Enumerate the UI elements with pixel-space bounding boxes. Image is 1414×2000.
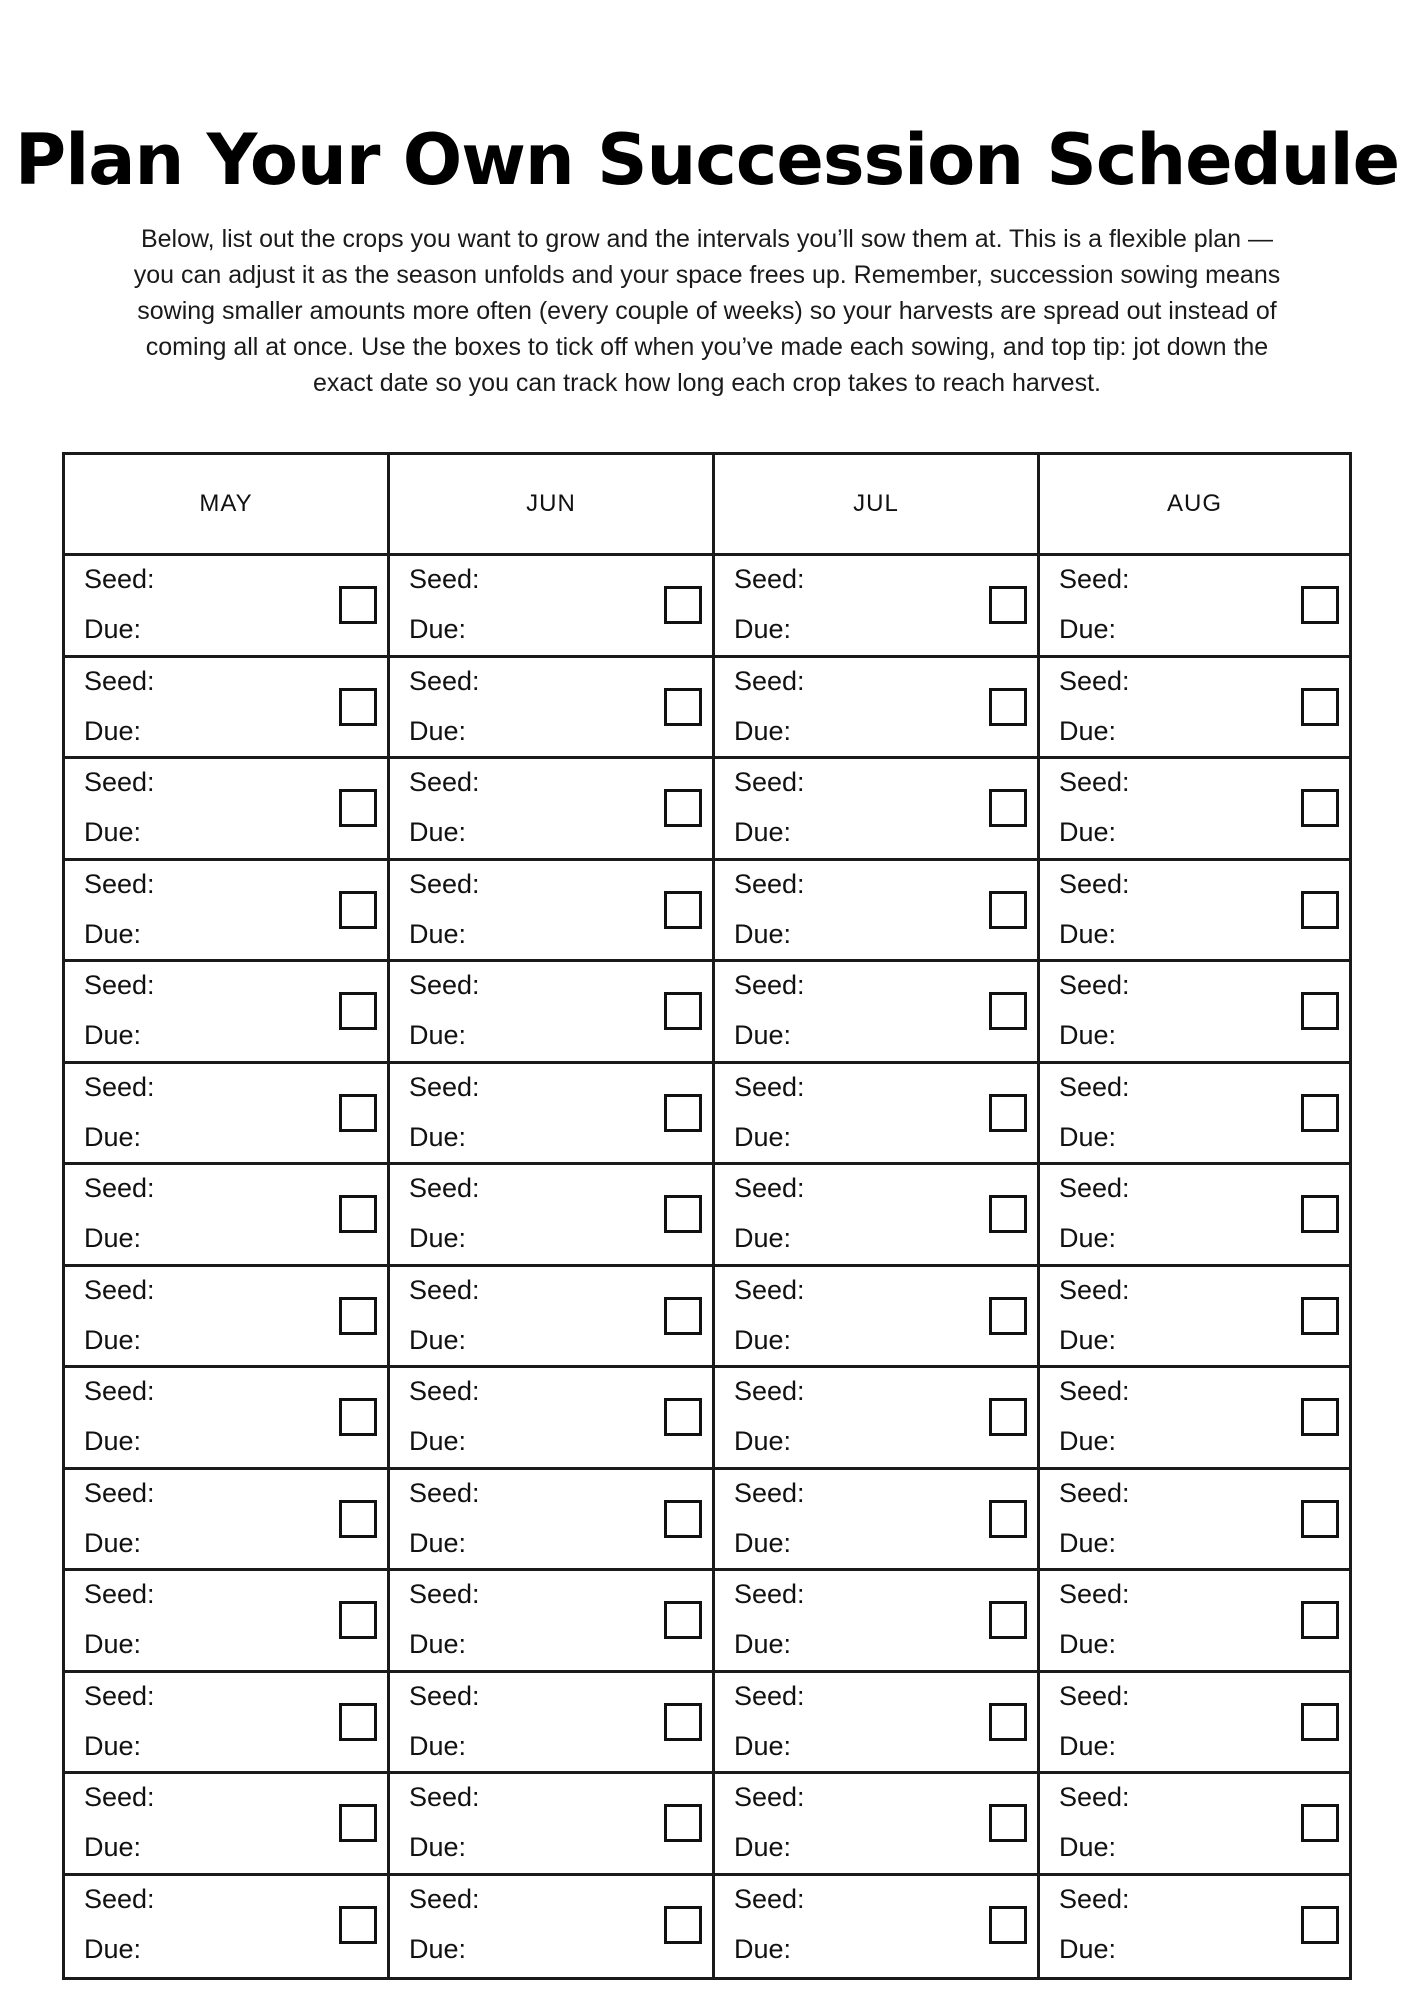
checkbox-icon[interactable] (664, 789, 702, 827)
seed-label: Seed: (84, 1883, 155, 1914)
due-label: Due: (1059, 715, 1117, 746)
seed-label: Seed: (1059, 1883, 1130, 1914)
due-label: Due: (734, 918, 792, 949)
due-label: Due: (734, 817, 792, 847)
sowing-cell (715, 658, 1040, 760)
sowing-cell (1040, 1368, 1349, 1470)
due-label: Due: (84, 715, 142, 746)
seed-label: Seed: (409, 1274, 480, 1305)
checkbox-icon[interactable] (339, 891, 377, 929)
due-label: Due: (734, 1629, 792, 1659)
sowing-cell (715, 1673, 1040, 1775)
seed-label: Seed: (409, 1173, 480, 1203)
sowing-cell (715, 1267, 1040, 1369)
sowing-cell (65, 658, 390, 760)
checkbox-icon[interactable] (1301, 1195, 1339, 1233)
seed-label: Seed: (734, 970, 805, 1000)
checkbox-icon[interactable] (989, 1195, 1027, 1233)
checkbox-icon[interactable] (664, 586, 702, 624)
sowing-cell (715, 861, 1040, 963)
intro-paragraph: Below, list out the crops you want to grow and the intervals you’ll sow them at. This is a flexible plan — you can adjust it as the season unfolds and your space frees up. Remember, succession sowing means sowing smaller amounts more often (every couple of weeks) so your harvests are spread out instead of coming all at once. Use the boxes to tick off when you’ve made each sowing, and top tip: jot down the exact date so you can track how long each crop takes to reach harvest. (133, 225, 1281, 397)
checkbox-icon[interactable] (664, 1500, 702, 1538)
due-label: Due: (84, 1629, 142, 1659)
due-label: Due: (1059, 1121, 1117, 1152)
sowing-cell (1040, 556, 1349, 658)
seed-label: Seed: (84, 564, 155, 594)
sowing-cell (1040, 658, 1349, 760)
seed-label: Seed: (409, 970, 480, 1000)
checkbox-icon[interactable] (1301, 1094, 1339, 1132)
due-label: Due: (409, 1020, 467, 1050)
due-label: Due: (84, 1730, 142, 1761)
month-header-jul: JUL (715, 455, 1040, 556)
seed-label: Seed: (84, 1782, 155, 1812)
due-label: Due: (84, 1324, 142, 1355)
checkbox-icon[interactable] (664, 1297, 702, 1335)
sowing-cell (715, 1064, 1040, 1166)
seed-label: Seed: (409, 1782, 480, 1812)
sowing-cell (390, 962, 715, 1064)
checkbox-icon[interactable] (339, 1906, 377, 1944)
checkbox-icon[interactable] (339, 992, 377, 1030)
sowing-cell (65, 556, 390, 658)
sowing-cell (1040, 1064, 1349, 1166)
due-label: Due: (84, 918, 142, 949)
due-label: Due: (84, 1121, 142, 1152)
checkbox-icon[interactable] (339, 1703, 377, 1741)
due-label: Due: (1059, 1324, 1117, 1355)
due-label: Due: (1059, 1527, 1117, 1558)
checkbox-icon[interactable] (664, 992, 702, 1030)
checkbox-icon[interactable] (989, 891, 1027, 929)
seed-label: Seed: (1059, 1477, 1130, 1508)
due-label: Due: (1059, 614, 1117, 644)
checkbox-icon[interactable] (1301, 789, 1339, 827)
checkbox-icon[interactable] (989, 789, 1027, 827)
checkbox-icon[interactable] (339, 789, 377, 827)
due-label: Due: (409, 1121, 467, 1152)
due-label: Due: (84, 1933, 142, 1964)
sowing-cell (65, 962, 390, 1064)
due-label: Due: (84, 1223, 142, 1253)
seed-label: Seed: (734, 1274, 805, 1305)
sowing-cell (1040, 1673, 1349, 1775)
checkbox-icon[interactable] (664, 1195, 702, 1233)
checkbox-icon[interactable] (989, 992, 1027, 1030)
due-label: Due: (1059, 1223, 1117, 1253)
due-label: Due: (1059, 1933, 1117, 1964)
seed-label: Seed: (1059, 1782, 1130, 1812)
sowing-cell (390, 1267, 715, 1369)
checkbox-icon[interactable] (339, 1195, 377, 1233)
seed-label: Seed: (734, 1071, 805, 1102)
sowing-cell (1040, 1774, 1349, 1876)
checkbox-icon[interactable] (339, 688, 377, 726)
checkbox-icon[interactable] (664, 891, 702, 929)
seed-label: Seed: (409, 1376, 480, 1406)
due-label: Due: (734, 1223, 792, 1253)
sowing-cell (715, 1470, 1040, 1572)
sowing-cell (65, 759, 390, 861)
seed-label: Seed: (1059, 868, 1130, 899)
due-label: Due: (409, 1730, 467, 1761)
seed-label: Seed: (734, 1376, 805, 1406)
sowing-cell (715, 962, 1040, 1064)
due-label: Due: (84, 1527, 142, 1558)
due-label: Due: (1059, 1730, 1117, 1761)
sowing-cell (715, 1774, 1040, 1876)
checkbox-icon[interactable] (664, 1906, 702, 1944)
seed-label: Seed: (84, 1680, 155, 1711)
due-label: Due: (734, 1426, 792, 1456)
sowing-cell (1040, 759, 1349, 861)
due-label: Due: (1059, 1020, 1117, 1050)
sowing-cell (65, 1470, 390, 1572)
checkbox-icon[interactable] (339, 1297, 377, 1335)
sowing-cell (65, 1673, 390, 1775)
checkbox-icon[interactable] (1301, 1906, 1339, 1944)
due-label: Due: (409, 1324, 467, 1355)
due-label: Due: (734, 715, 792, 746)
month-header-aug: AUG (1040, 455, 1349, 556)
checkbox-icon[interactable] (1301, 688, 1339, 726)
seed-label: Seed: (1059, 1376, 1130, 1406)
seed-label: Seed: (734, 564, 805, 594)
due-label: Due: (84, 1020, 142, 1050)
checkbox-icon[interactable] (664, 1804, 702, 1842)
checkbox-icon[interactable] (989, 1094, 1027, 1132)
seed-label: Seed: (409, 1477, 480, 1508)
sowing-cell (1040, 1571, 1349, 1673)
sowing-cell (1040, 1876, 1349, 1978)
checkbox-icon[interactable] (664, 688, 702, 726)
seed-label: Seed: (409, 1883, 480, 1914)
sowing-cell (390, 1368, 715, 1470)
sowing-cell (715, 1876, 1040, 1978)
checkbox-icon[interactable] (1301, 891, 1339, 929)
sowing-cell (715, 1165, 1040, 1267)
due-label: Due: (1059, 1832, 1117, 1862)
seed-label: Seed: (84, 1173, 155, 1203)
due-label: Due: (734, 1730, 792, 1761)
seed-label: Seed: (84, 1274, 155, 1305)
checkbox-icon[interactable] (1301, 1601, 1339, 1639)
seed-label: Seed: (1059, 1274, 1130, 1305)
seed-label: Seed: (734, 1782, 805, 1812)
due-label: Due: (409, 1933, 467, 1964)
checkbox-icon[interactable] (989, 1297, 1027, 1335)
due-label: Due: (1059, 817, 1117, 847)
sowing-cell (390, 759, 715, 861)
sowing-cell (65, 1876, 390, 1978)
seed-label: Seed: (1059, 970, 1130, 1000)
seed-label: Seed: (409, 1071, 480, 1102)
due-label: Due: (84, 817, 142, 847)
due-label: Due: (1059, 1426, 1117, 1456)
sowing-cell (390, 658, 715, 760)
seed-label: Seed: (734, 1173, 805, 1203)
seed-label: Seed: (734, 1883, 805, 1914)
seed-label: Seed: (409, 868, 480, 899)
seed-label: Seed: (734, 665, 805, 696)
checkbox-icon[interactable] (1301, 586, 1339, 624)
due-label: Due: (734, 1324, 792, 1355)
sowing-cell (715, 759, 1040, 861)
sowing-cell (65, 1064, 390, 1166)
sowing-cell (390, 861, 715, 963)
checkbox-icon[interactable] (989, 1500, 1027, 1538)
checkbox-icon[interactable] (1301, 1703, 1339, 1741)
checkbox-icon[interactable] (1301, 992, 1339, 1030)
checkbox-icon[interactable] (989, 1703, 1027, 1741)
month-header-may: MAY (65, 455, 390, 556)
due-label: Due: (409, 817, 467, 847)
seed-label: Seed: (1059, 564, 1130, 594)
sowing-cell (1040, 1267, 1349, 1369)
due-label: Due: (84, 1426, 142, 1456)
seed-label: Seed: (734, 1477, 805, 1508)
checkbox-icon[interactable] (1301, 1804, 1339, 1842)
due-label: Due: (734, 1832, 792, 1862)
seed-label: Seed: (84, 868, 155, 899)
due-label: Due: (734, 614, 792, 644)
seed-label: Seed: (409, 1680, 480, 1711)
checkbox-icon[interactable] (339, 1398, 377, 1436)
due-label: Due: (409, 1426, 467, 1456)
seed-label: Seed: (409, 767, 480, 797)
sowing-cell (65, 1774, 390, 1876)
seed-label: Seed: (734, 1680, 805, 1711)
checkbox-icon[interactable] (989, 688, 1027, 726)
sowing-cell (390, 1064, 715, 1166)
sowing-cell (390, 1673, 715, 1775)
due-label: Due: (409, 1527, 467, 1558)
sowing-cell (65, 1165, 390, 1267)
sowing-cell (390, 1571, 715, 1673)
sowing-cell (390, 1774, 715, 1876)
due-label: Due: (1059, 1629, 1117, 1659)
seed-label: Seed: (1059, 1579, 1130, 1609)
seed-label: Seed: (84, 1477, 155, 1508)
seed-label: Seed: (1059, 665, 1130, 696)
checkbox-icon[interactable] (339, 1804, 377, 1842)
sowing-cell (65, 1571, 390, 1673)
seed-label: Seed: (734, 1579, 805, 1609)
seed-label: Seed: (409, 665, 480, 696)
due-label: Due: (409, 1223, 467, 1253)
checkbox-icon[interactable] (989, 1804, 1027, 1842)
due-label: Due: (734, 1121, 792, 1152)
schedule-table (62, 452, 1352, 1980)
sowing-cell (390, 1470, 715, 1572)
sowing-cell (390, 556, 715, 658)
due-label: Due: (409, 715, 467, 746)
checkbox-icon[interactable] (989, 1398, 1027, 1436)
seed-label: Seed: (409, 564, 480, 594)
sowing-cell (1040, 861, 1349, 963)
checkbox-icon[interactable] (664, 1094, 702, 1132)
seed-label: Seed: (1059, 767, 1130, 797)
due-label: Due: (409, 614, 467, 644)
sowing-cell (715, 1368, 1040, 1470)
seed-label: Seed: (734, 767, 805, 797)
seed-label: Seed: (734, 868, 805, 899)
checkbox-icon[interactable] (989, 1906, 1027, 1944)
checkbox-icon[interactable] (664, 1601, 702, 1639)
checkbox-icon[interactable] (989, 1601, 1027, 1639)
due-label: Due: (734, 1527, 792, 1558)
checkbox-icon[interactable] (339, 1601, 377, 1639)
seed-label: Seed: (1059, 1173, 1130, 1203)
seed-label: Seed: (84, 665, 155, 696)
checkbox-icon[interactable] (339, 1500, 377, 1538)
seed-label: Seed: (84, 1376, 155, 1406)
sowing-cell (390, 1876, 715, 1978)
checkbox-icon[interactable] (1301, 1500, 1339, 1538)
sowing-cell (715, 556, 1040, 658)
sowing-cell (715, 1571, 1040, 1673)
sowing-cell (65, 1368, 390, 1470)
due-label: Due: (84, 614, 142, 644)
due-label: Due: (409, 1832, 467, 1862)
checkbox-icon[interactable] (1301, 1398, 1339, 1436)
seed-label: Seed: (1059, 1680, 1130, 1711)
seed-label: Seed: (84, 970, 155, 1000)
checkbox-icon[interactable] (1301, 1297, 1339, 1335)
sowing-cell (1040, 1165, 1349, 1267)
seed-label: Seed: (1059, 1071, 1130, 1102)
seed-label: Seed: (84, 767, 155, 797)
due-label: Due: (734, 1933, 792, 1964)
seed-label: Seed: (84, 1579, 155, 1609)
checkbox-icon[interactable] (339, 586, 377, 624)
due-label: Due: (734, 1020, 792, 1050)
sowing-cell (390, 1165, 715, 1267)
due-label: Due: (1059, 918, 1117, 949)
month-header-jun: JUN (390, 455, 715, 556)
page-title: Plan Your Own Succession Schedule (14, 118, 1400, 201)
checkbox-icon[interactable] (989, 586, 1027, 624)
checkbox-icon[interactable] (664, 1703, 702, 1741)
checkbox-icon[interactable] (664, 1398, 702, 1436)
sowing-cell (1040, 1470, 1349, 1572)
checkbox-icon[interactable] (339, 1094, 377, 1132)
due-label: Due: (84, 1832, 142, 1862)
seed-label: Seed: (409, 1579, 480, 1609)
seed-label: Seed: (84, 1071, 155, 1102)
due-label: Due: (409, 918, 467, 949)
sowing-cell (65, 1267, 390, 1369)
sowing-cell (1040, 962, 1349, 1064)
sowing-cell (65, 861, 390, 963)
due-label: Due: (409, 1629, 467, 1659)
